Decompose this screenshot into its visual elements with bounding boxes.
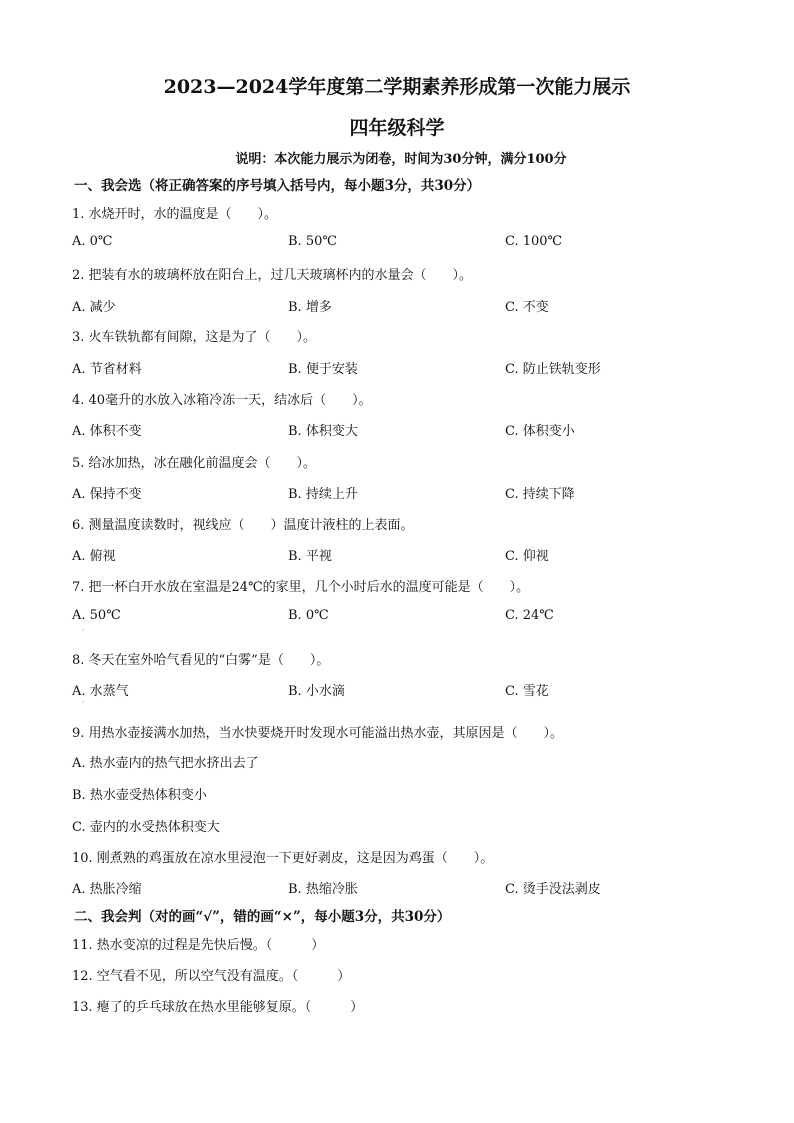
q9-option-a[interactable]: A. 热水壶内的热气把水挤出去了 xyxy=(72,756,259,771)
question-1: 1. 水烧开时，水的温度是（ ）。 xyxy=(72,207,278,222)
q6-option-a[interactable]: A. 俯视 xyxy=(72,549,116,564)
q2-option-b[interactable]: B. 增多 xyxy=(288,300,332,315)
q10-option-a[interactable]: A. 热胀冷缩 xyxy=(72,882,142,897)
q6-option-c[interactable]: C. 仰视 xyxy=(505,549,549,564)
q5-option-c[interactable]: C. 持续下降 xyxy=(505,487,575,502)
q10-option-c[interactable]: C. 烫手没法剥皮 xyxy=(505,882,601,897)
q3-option-b[interactable]: B. 便于安装 xyxy=(288,362,358,377)
question-11: 11. 热水变凉的过程是先快后慢。（ ） xyxy=(72,938,325,953)
q4-option-a[interactable]: A. 体积不变 xyxy=(72,424,142,439)
question-6: 6. 测量温度读数时，视线应（ ）温度计液柱的上表面。 xyxy=(72,518,414,533)
q2-option-c[interactable]: C. 不变 xyxy=(505,300,549,315)
q10-option-b[interactable]: B. 热缩冷胀 xyxy=(288,882,358,897)
q3-option-a[interactable]: A. 节省材料 xyxy=(72,362,142,377)
section-1-heading: 一、我会选（将正确答案的序号填入括号内，每小题3分，共30分） xyxy=(74,178,481,194)
q6-option-b[interactable]: B. 平视 xyxy=(288,549,332,564)
exam-title: 2023—2024学年度第二学期素养形成第一次能力展示 xyxy=(163,76,631,98)
question-13: 13. 瘪了的乒乓球放在热水里能够复原。（ ） xyxy=(72,1000,364,1015)
question-12: 12. 空气看不见，所以空气没有温度。（ ） xyxy=(72,969,351,984)
stray-dot-mark: · xyxy=(82,698,85,707)
exam-note: 说明：本次能力展示为闭卷，时间为30分钟，满分100分 xyxy=(235,152,567,167)
stray-dot-mark: · xyxy=(82,626,85,635)
q4-option-c[interactable]: C. 体积变小 xyxy=(505,424,575,439)
q8-option-c[interactable]: C. 雪花 xyxy=(505,684,549,699)
q3-option-c[interactable]: C. 防止铁轨变形 xyxy=(505,362,601,377)
q5-option-b[interactable]: B. 持续上升 xyxy=(288,487,358,502)
q1-option-c[interactable]: C. 100℃ xyxy=(505,234,563,249)
q8-option-b[interactable]: B. 小水滴 xyxy=(288,684,345,699)
q5-option-a[interactable]: A. 保持不变 xyxy=(72,487,142,502)
question-4: 4. 40毫升的水放入冰箱冷冻一天，结冰后（ ）。 xyxy=(72,393,372,408)
section-2-heading: 二、我会判（对的画“√”，错的画“×”，每小题3分，共30分） xyxy=(74,909,451,925)
exam-subtitle: 四年级科学 xyxy=(349,117,445,139)
question-2: 2. 把装有水的玻璃杯放在阳台上，过几天玻璃杯内的水量会（ ）。 xyxy=(72,268,473,283)
q9-option-c[interactable]: C. 壶内的水受热体积变大 xyxy=(72,820,220,835)
q7-option-c[interactable]: C. 24℃ xyxy=(505,608,554,623)
q7-option-b[interactable]: B. 0℃ xyxy=(288,608,329,623)
q1-option-b[interactable]: B. 50℃ xyxy=(288,234,337,249)
q8-option-a[interactable]: A. 水蒸气 xyxy=(72,684,129,699)
q4-option-b[interactable]: B. 体积变大 xyxy=(288,424,358,439)
question-8: 8. 冬天在室外哈气看见的“白雾”是（ ）。 xyxy=(72,653,330,668)
question-3: 3. 火车铁轨都有间隙，这是为了（ ）。 xyxy=(72,330,317,345)
question-9: 9. 用热水壶接满水加热，当水快要烧开时发现水可能溢出热水壶，其原因是（ ）。 xyxy=(72,726,564,741)
q7-option-a[interactable]: A. 50℃ xyxy=(72,608,121,623)
question-5: 5. 给冰加热，冰在融化前温度会（ ）。 xyxy=(72,456,317,471)
q9-option-b[interactable]: B. 热水壶受热体积变小 xyxy=(72,788,207,803)
question-7: 7. 把一杯白开水放在室温是24℃的家里，几个小时后水的温度可能是（ ）。 xyxy=(72,580,530,595)
question-10: 10. 刚煮熟的鸡蛋放在凉水里浸泡一下更好剥皮，这是因为鸡蛋（ ）。 xyxy=(72,851,494,866)
q2-option-a[interactable]: A. 减少 xyxy=(72,300,116,315)
q1-option-a[interactable]: A. 0℃ xyxy=(72,234,113,249)
